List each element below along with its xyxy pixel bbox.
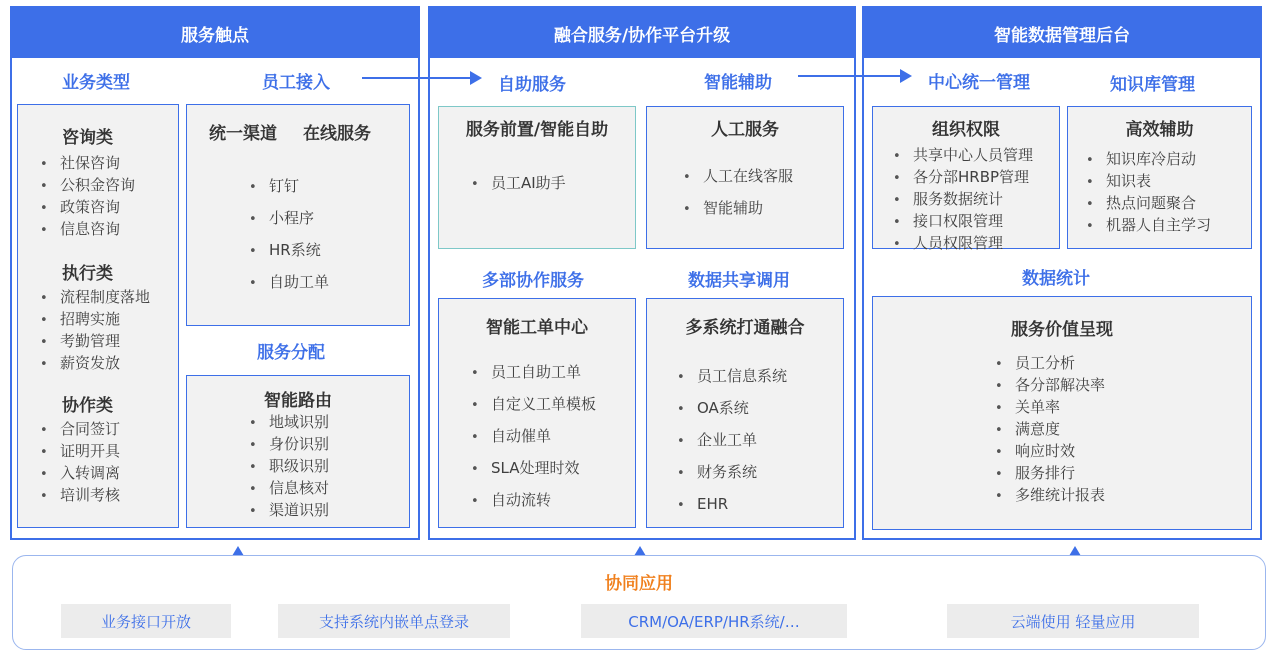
kb-management-title: 知识库管理 <box>1110 75 1195 95</box>
arrow-to-self-service <box>362 77 480 79</box>
list-item: • 信息核对 <box>249 478 329 500</box>
data-admin-header: 智能数据管理后台 <box>864 8 1260 58</box>
group-title-execute: 执行类 <box>62 264 113 284</box>
list-item: • 企业工单 <box>677 425 787 457</box>
list-item: • 自动催单 <box>471 421 596 453</box>
list-item: • 信息咨询 <box>40 219 135 241</box>
list-item: • 员工信息系统 <box>677 361 787 393</box>
list-item: • 人工在线客服 <box>683 161 793 193</box>
ticket-list <box>471 357 596 517</box>
list-item: • 人员权限管理 <box>893 233 1033 255</box>
online-service-title: 在线服务 <box>303 124 371 144</box>
execute-list <box>40 287 150 375</box>
smart-routing-title: 智能路由 <box>264 391 332 411</box>
service-touchpoints-header: 服务触点 <box>12 8 418 58</box>
list-item: • 满意度 <box>995 419 1105 441</box>
employee-access-title: 员工接入 <box>262 73 330 93</box>
list-item: • 招聘实施 <box>40 309 150 331</box>
list-item: • 员工分析 <box>995 353 1105 375</box>
list-item: • 服务排行 <box>995 463 1105 485</box>
list-item: • 知识表 <box>1086 171 1211 193</box>
list-item: • 财务系统 <box>677 457 787 489</box>
list-item: • 员工AI助手 <box>471 173 566 195</box>
list-item: • 响应时效 <box>995 441 1105 463</box>
list-item: • 智能辅助 <box>683 193 793 225</box>
manual-service-title: 人工服务 <box>711 120 779 140</box>
data-sharing-title: 数据共享调用 <box>688 271 790 291</box>
list-item: • 培训考核 <box>40 485 120 507</box>
list-item: • 社保咨询 <box>40 153 135 175</box>
list-item: • 自助工单 <box>249 267 329 299</box>
list-item: • HR系统 <box>249 235 329 267</box>
smart-ticket-title: 智能工单中心 <box>486 318 588 338</box>
list-item: • 小程序 <box>249 203 329 235</box>
list-item: • SLA处理时效 <box>471 453 596 485</box>
smart-routing-box <box>186 375 410 528</box>
list-item: • 各分部HRBP管理 <box>893 167 1033 189</box>
list-item: • 证明开具 <box>40 441 120 463</box>
list-item: • EHR <box>677 489 787 521</box>
assist-list <box>1086 149 1211 237</box>
org-list <box>893 145 1033 255</box>
group-title-consult: 咨询类 <box>62 128 113 148</box>
business-type-title: 业务类型 <box>62 73 130 93</box>
list-item: • OA系统 <box>677 393 787 425</box>
list-item: • 共享中心人员管理 <box>893 145 1033 167</box>
smart-ticket-box <box>438 298 636 528</box>
tag-systems: CRM/OA/ERP/HR系统/… <box>581 604 847 638</box>
list-item: • 渠道识别 <box>249 500 329 522</box>
list-item: • 关单率 <box>995 397 1105 419</box>
consult-list <box>40 153 135 241</box>
efficient-assist-box <box>1067 106 1252 249</box>
collaborative-apps-bar <box>12 555 1266 650</box>
manual-list <box>683 161 793 225</box>
channel-list <box>249 171 329 299</box>
list-item: • 地域识别 <box>249 412 329 434</box>
list-item: • 身份识别 <box>249 434 329 456</box>
multi-dept-collab-title: 多部协作服务 <box>482 271 584 291</box>
service-distribution-title: 服务分配 <box>257 343 325 363</box>
collaborative-apps-title: 协同应用 <box>605 574 673 594</box>
service-value-box <box>872 296 1252 530</box>
org-permission-title: 组织权限 <box>932 120 1000 140</box>
group-title-collab: 协作类 <box>62 396 113 416</box>
list-item: • 流程制度落地 <box>40 287 150 309</box>
list-item: • 钉钉 <box>249 171 329 203</box>
org-permission-box <box>872 106 1060 252</box>
efficient-assist-title: 高效辅助 <box>1125 120 1194 140</box>
service-value-title: 服务价值呈现 <box>1011 320 1113 340</box>
unified-channel-box <box>186 104 410 326</box>
list-item: • 服务数据统计 <box>893 189 1033 211</box>
arrow-to-central-management <box>798 75 910 77</box>
service-front-title: 服务前置/智能自助 <box>465 120 609 140</box>
system-integration-box <box>646 298 844 528</box>
self-service-title: 自助服务 <box>498 75 566 95</box>
integration-list <box>677 361 787 521</box>
tag-cloud-light: 云端使用 轻量应用 <box>947 604 1199 638</box>
data-admin-panel <box>862 6 1262 540</box>
service-platform-panel <box>428 6 856 540</box>
list-item: • 知识库冷启动 <box>1086 149 1211 171</box>
unified-channel-title: 统一渠道 <box>209 124 277 144</box>
list-item: • 合同签订 <box>40 419 120 441</box>
collab-list <box>40 419 120 507</box>
list-item: • 薪资发放 <box>40 353 150 375</box>
service-front-box <box>438 106 636 249</box>
tag-interface-open: 业务接口开放 <box>61 604 231 638</box>
central-management-title: 中心统一管理 <box>928 73 1030 93</box>
list-item: • 自动流转 <box>471 485 596 517</box>
manual-service-box <box>646 106 844 249</box>
list-item: • 热点问题聚合 <box>1086 193 1211 215</box>
business-type-box <box>17 104 179 528</box>
list-item: • 多维统计报表 <box>995 485 1105 507</box>
list-item: • 考勤管理 <box>40 331 150 353</box>
tag-sso-embed: 支持系统内嵌单点登录 <box>278 604 510 638</box>
list-item: • 各分部解决率 <box>995 375 1105 397</box>
front-list <box>471 173 566 195</box>
list-item: • 机器人自主学习 <box>1086 215 1211 237</box>
service-touchpoints-panel <box>10 6 420 540</box>
list-item: • 职级识别 <box>249 456 329 478</box>
routing-list <box>249 412 329 522</box>
list-item: • 入转调离 <box>40 463 120 485</box>
list-item: • 接口权限管理 <box>893 211 1033 233</box>
list-item: • 公积金咨询 <box>40 175 135 197</box>
service-platform-header: 融合服务/协作平台升级 <box>430 8 854 58</box>
data-statistics-title: 数据统计 <box>1022 269 1090 289</box>
system-integration-title: 多系统打通融合 <box>685 318 805 338</box>
list-item: • 政策咨询 <box>40 197 135 219</box>
list-item: • 员工自助工单 <box>471 357 596 389</box>
list-item: • 自定义工单模板 <box>471 389 596 421</box>
smart-assist-title: 智能辅助 <box>704 73 772 93</box>
value-list <box>995 353 1105 507</box>
